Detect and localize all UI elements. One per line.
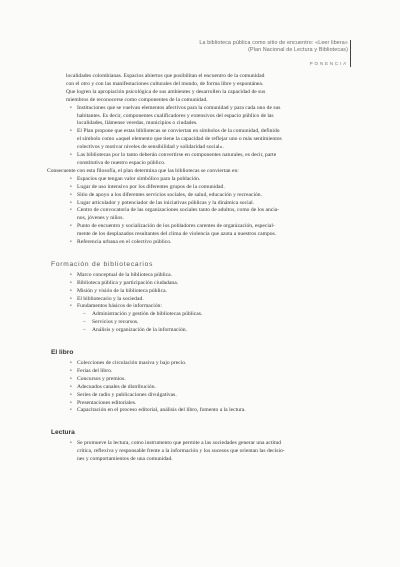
text-line: • Se promueve la lectura, como instrumento que permite a las sociedades generar una actitud — [77, 440, 282, 447]
text-line: crítica, reflexiva y responsable frente a la información y los sucesos que orientan las decisio- — [77, 448, 285, 455]
sub-list-item: – Administración y gestión de bibliotecas públicas. — [47, 311, 353, 319]
page-body — [47, 73, 353, 464]
text-line: • Lugar de uso intensivo por los diferentes grupos de la comunidad. — [77, 183, 225, 190]
text-line: miembros de reconocerse como componentes de la comunidad. — [66, 96, 208, 103]
list-item — [47, 239, 353, 247]
list-item — [47, 176, 353, 184]
list-item — [47, 200, 353, 208]
header-section-label: PONENCIA — [309, 61, 348, 67]
list-item: • Fundamentos básicos de información: — [47, 303, 353, 311]
text-line: habitantes. Es decir, componentes cualificadores y extensivos del espacio público de las — [77, 112, 274, 119]
list-item — [47, 152, 353, 168]
text-line: • Referencia urbana en el colectivo público. — [77, 239, 172, 246]
list-item — [47, 207, 353, 223]
formacion-sub-list — [47, 311, 353, 335]
header-title-line-2: (Plan Nacional de Lectura y Bibliotecas) — [248, 47, 348, 54]
text-line: • Las bibliotecas por lo tanto deberán convertirse en componentes naturales, es decir, parte — [77, 152, 277, 159]
list-item: • Capacitación en el proceso editorial, análisis del libro, fomento a la lectura. — [47, 407, 353, 415]
text-line: • Centro de convocatoria de las organizaciones sociales tanto de adultos, como de los ancia- — [77, 207, 280, 214]
text-line: • Punto de encuentro y socialización de los pobladores carentes de organización, especial- — [77, 223, 275, 230]
consequence-bullet-list — [47, 176, 353, 247]
list-item — [47, 105, 353, 129]
list-item: • Presentaciones editoriales. — [47, 400, 353, 408]
list-item: • El bibliotecario y la sociedad. — [47, 296, 353, 304]
intro-continuation — [47, 73, 353, 105]
consequence-lead: Consecuente con esta filosofía, el plan determina que las bibliotecas se conviertan en: — [47, 167, 239, 174]
text-line: • Instituciones que se vuelvan elementos afectivos para la comunidad y para cada uno de sus — [77, 104, 281, 111]
text-line: el símbolo como «aquel elemento que tiene la capacidad de reflejar uno o más sentimientos — [77, 136, 282, 143]
sub-list-item: – Análisis y organización de la información. — [47, 327, 353, 335]
libro-bullet-list — [47, 360, 353, 415]
list-item: • Biblioteca pública y participación ciudadana. — [47, 280, 353, 288]
section-heading-libro: El libro — [51, 349, 74, 357]
text-line: Que logren la apropiación psicológica de sus ambientes y desarrollen la capacidad de sus — [66, 88, 266, 95]
text-line: • Sitio de apoyo a los diferentes servicios sociales, de salud, educación y recreación. — [77, 191, 262, 198]
header-title-line-1: La biblioteca pública como sitio de encuentro: «Leer libera» — [199, 40, 348, 46]
lectura-bullet-list — [47, 440, 353, 464]
text-line: colectivos y motivar niveles de sensibilidad y solidaridad social». — [77, 144, 224, 151]
text-line: • Espacios que tengan valor simbólico para la población. — [77, 175, 201, 182]
running-header — [108, 40, 348, 68]
list-item: • Series de radio y publicaciones divulgativas. — [47, 392, 353, 400]
text-line: con el otro y con las manifestaciones culturales del mundo, de forma libre y espontánea. — [66, 80, 264, 87]
formacion-bullet-list — [47, 272, 353, 312]
section-heading-formacion: Formación de bibliotecarios — [51, 260, 154, 268]
text-line: mente de los desplazados resultantes del clima de violencia que azota a nuestros campos. — [77, 231, 277, 238]
text-line: constitutiva de nuestro espacio público. — [77, 159, 166, 166]
header-rule — [350, 40, 351, 67]
text-line: localidades, llámense veredas, municipios o ciudades. — [77, 120, 198, 127]
list-item — [47, 223, 353, 239]
list-item: • Concursos y premios. — [47, 376, 353, 384]
list-item — [47, 128, 353, 152]
intro-bullet-list — [47, 105, 353, 168]
list-item — [47, 440, 353, 464]
list-item — [47, 192, 353, 200]
list-item: • Colecciones de circulación masiva y bajo precio. — [47, 360, 353, 368]
sub-list-item: – Servicios y recursos. — [47, 319, 353, 327]
text-line: nos, jóvenes y niños. — [77, 215, 124, 222]
text-line: • Lugar articulador y potenciador de las iniciativas públicas y la dinámica social. — [77, 199, 255, 206]
list-item — [47, 184, 353, 192]
text-line: • El Plan propone que estas bibliotecas se conviertan en símbolos de la comunidad, definido — [77, 128, 280, 135]
list-item: • Marco conceptual de la biblioteca pública. — [47, 272, 353, 280]
list-item: • Adecuados canales de distribución. — [47, 384, 353, 392]
text-line: nes y comportamientos de una comunidad. — [77, 456, 173, 463]
list-item: • Ferias del libro. — [47, 368, 353, 376]
section-heading-lectura: Lectura — [51, 429, 75, 437]
text-line: localidades colombianas. Espacios abiertos que posibilitan el encuentro de la comunidad — [66, 73, 265, 79]
list-item: • Misión y visión de la biblioteca pública. — [47, 288, 353, 296]
